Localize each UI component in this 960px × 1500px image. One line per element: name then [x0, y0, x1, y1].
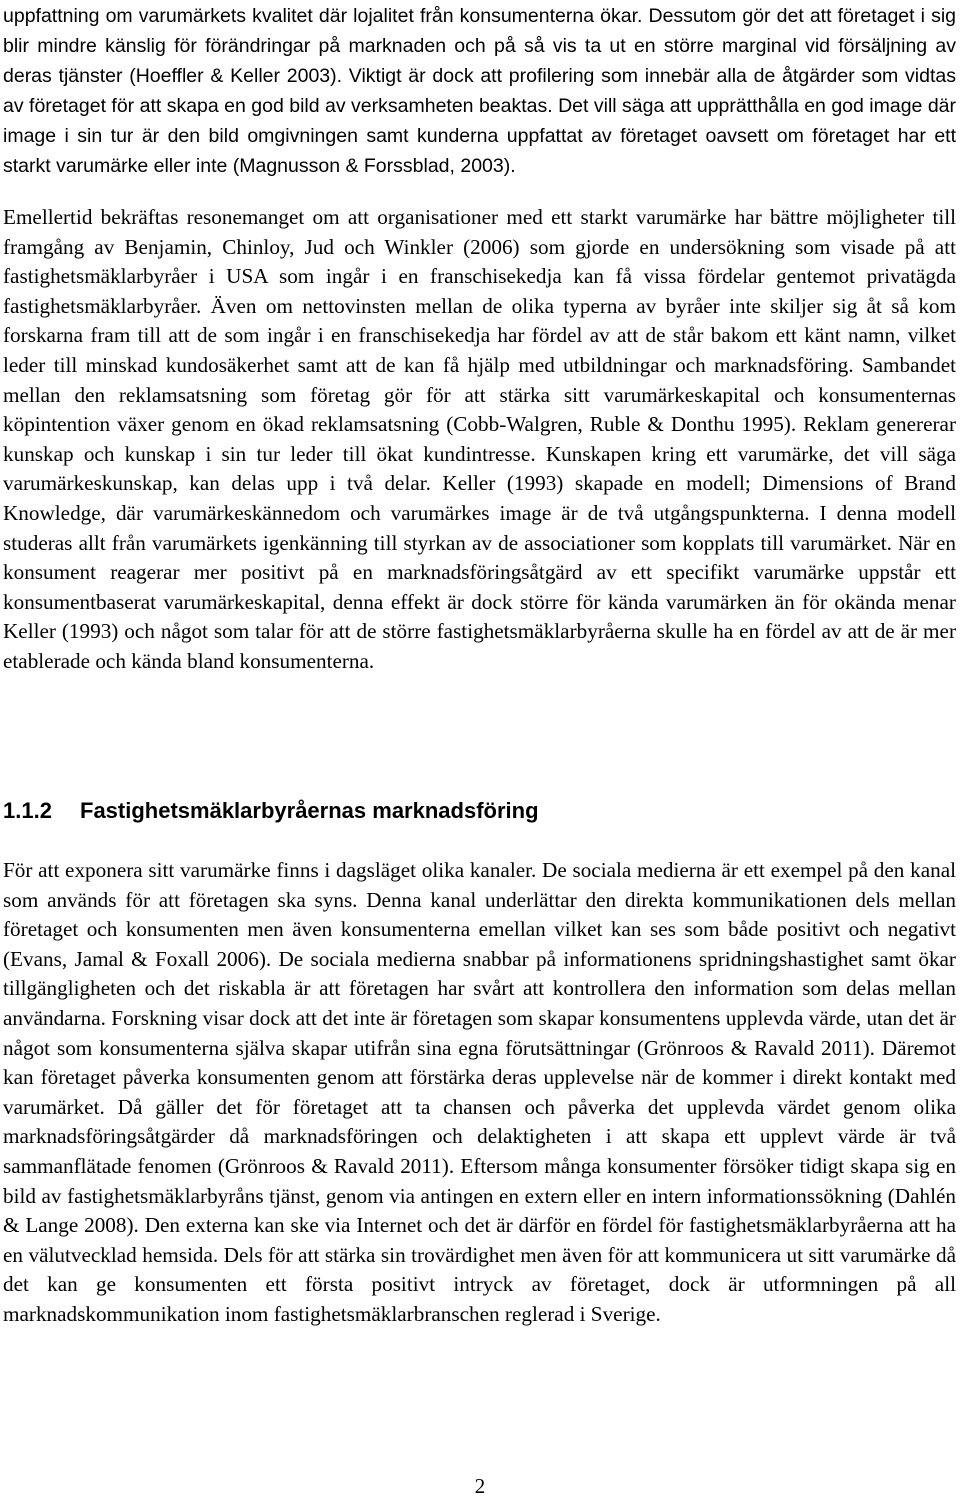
body-paragraph-2-text: Emellertid bekräftas resonemanget om att organisationer med ett starkt varumärke har bättre möjligheter till framgång av Benjamin, Chinloy, Jud och Winkler (2006) som gjorde en undersökning som visade på att fastighetsmäklarbyråer i USA som ingår i en franschisekedja kan få vissa fördelar gentemot privatägda fastighetsmäklarbyråer. Även om nettovinsten mellan de olika typerna av byråer inte skiljer sig åt så kom forskarna fram till att de som ingår i en franschisekedja har fördel av att de står bakom ett känt namn, vilket leder till minskad kundosäkerhet samt att de kan få hjälp med utbildningar och marknadsföring. Sambandet mellan den reklamsatsning som företag gör för att stärka sitt varumärkeskapital och konsumenternas köpintention växer genom en ökad reklamsatsning (Cobb-Walgren, Ruble & Donthu 1995). Reklam genererar kunskap och kunskap i sin tur leder till ökat kundintresse. Kunskapen kring ett varumärke, det vill säga varumärkeskunskap, kan delas upp i två delar. Keller (1993) skapade en modell; Dimensions of Brand Knowledge, där varumärkeskännedom och varumärkes image är de två utgångspunkterna. I denna modell studeras allt från varumärkets igenkänning till styrkan av de associationer som kopplats till varumärket. När en konsument reagerar mer positivt på en marknadsföringsåtgärd av ett specifikt varumärke uppstår ett konsumentbaserat varumärkeskapital, denna effekt är dock större för kända varumärken än för okända menar Keller (1993) och något som talar för att de större fastighetsmäklarbyråerna skulle ha en fördel av att de är mer etablerade och kända bland konsumenterna. — [3, 205, 956, 673]
section-title: Fastighetsmäklarbyråernas marknadsföring — [80, 798, 539, 823]
body-paragraph-2 — [0, 203, 960, 677]
body-paragraph-1 — [0, 1, 960, 181]
page-number: 2 — [474, 1474, 486, 1498]
section-heading — [3, 796, 539, 826]
body-paragraph-1-text: uppfattning om varumärkets kvalitet där lojalitet från konsumenterna ökar. Dessutom gör det att företaget i sig blir mindre känslig för förändringar på marknaden och på så vis ta ut en större marginal vid försäljning av deras tjänster (Hoeffler & Keller 2003). Viktigt är dock att profilering som innebär alla de åtgärder som vidtas av företaget för att skapa en god bild av verksamheten beaktas. Det vill säga att upprätthålla en god image där image i sin tur är den bild omgivningen samt kunderna uppfattat av företaget oavsett om företaget har ett starkt varumärke eller inte (Magnusson & Forssblad, 2003). — [3, 5, 956, 177]
section-number: 1.1.2 — [3, 798, 52, 823]
body-paragraph-3-text: För att exponera sitt varumärke finns i dagsläget olika kanaler. De sociala medierna är ett exempel på den kanal som används för att företagen ska syns. Denna kanal underlättar den direkta kommunikationen dels mellan företaget och konsumenten men även konsumenterna emellan vilket kan ses som både positivt och negativt (Evans, Jamal & Foxall 2006). De sociala medierna snabbar på informationens spridningshastighet samt ökar tillgängligheten och det riskabla är att företagen har svårt att kontrollera den information som delas mellan användarna. Forskning visar dock att det inte är företagen som skapar konsumentens upplevda värde, utan det är något som konsumenterna själva skapar utifrån sina egna förutsättningar (Grönroos & Ravald 2011). Däremot kan företaget påverka konsumenten genom att förstärka deras upplevelse när de kommer i direkt kontakt med varumärket. Då gäller det för företaget att ta chansen och påverka det upplevda värdet genom olika marknadsföringsåtgärder då marknadsföringen och delaktigheten i att skapa ett upplevt värde är två sammanflätade fenomen (Grönroos & Ravald 2011). Eftersom många konsumenter försöker tidigt skapa sig en bild av fastighetsmäklarbyråns tjänst, genom via antingen en extern eller en intern informationssökning (Dahlén & Lange 2008). Den externa kan ske via Internet och det är därför en fördel för fastighetsmäklarbyråerna att ha en välutvecklad hemsida. Dels för att stärka sin trovärdighet men även för att kommunicera ut sitt varumärke då det kan ge konsumenten ett första positivt intryck av företaget, dock är utformningen på all marknadskommunikation inom fastighetsmäklarbranschen reglerad i Sverige. — [3, 858, 956, 1326]
body-paragraph-3 — [0, 856, 960, 1330]
